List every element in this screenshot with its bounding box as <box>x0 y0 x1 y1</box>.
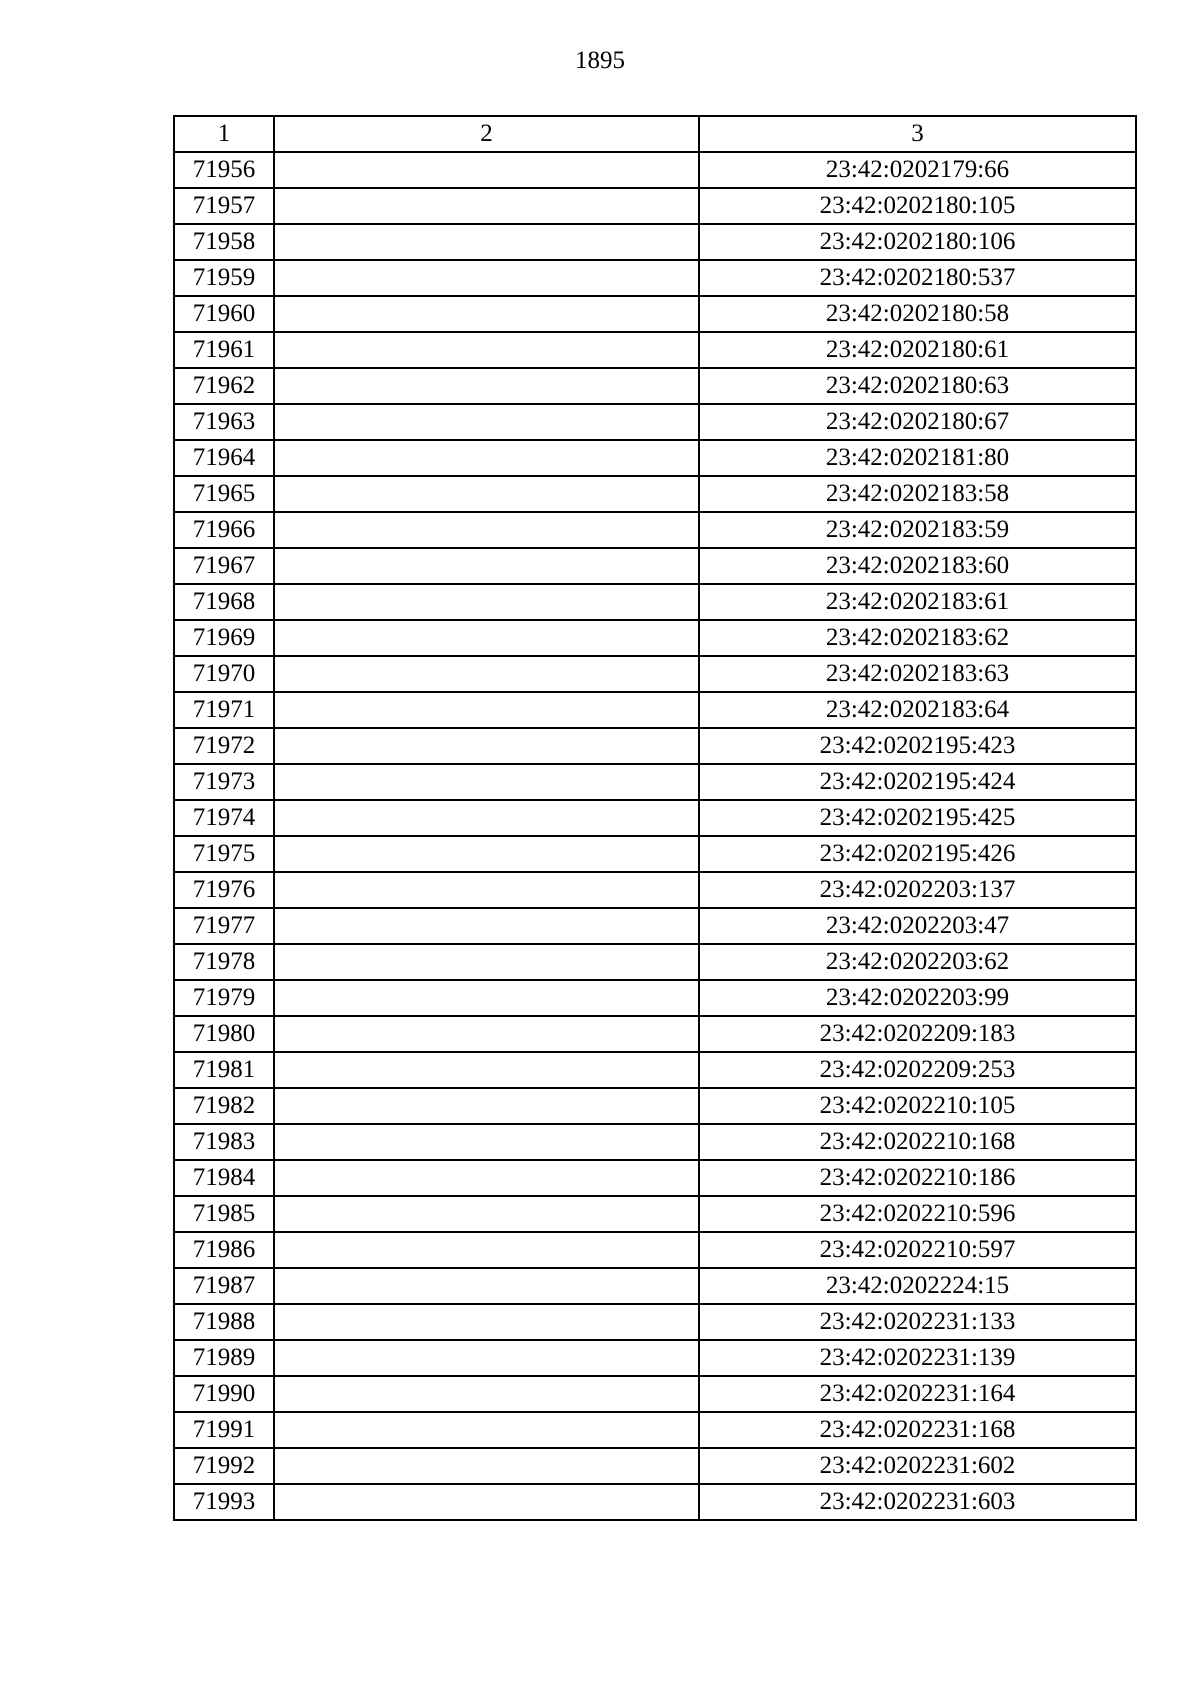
row-number-cell: 71983 <box>174 1124 274 1160</box>
cadastral-number-cell: 23:42:0202180:61 <box>699 332 1136 368</box>
row-number-cell: 71963 <box>174 404 274 440</box>
row-number-cell: 71977 <box>174 908 274 944</box>
cadastral-number-cell: 23:42:0202183:63 <box>699 656 1136 692</box>
cadastral-number-cell: 23:42:0202179:66 <box>699 152 1136 188</box>
cadastral-number-cell: 23:42:0202180:537 <box>699 260 1136 296</box>
table-row <box>174 1124 1136 1160</box>
cadastral-number-cell: 23:42:0202203:47 <box>699 908 1136 944</box>
column-2-cell <box>274 152 699 188</box>
row-number-cell: 71976 <box>174 872 274 908</box>
column-2-cell <box>274 836 699 872</box>
column-2-cell <box>274 296 699 332</box>
row-number-cell: 71956 <box>174 152 274 188</box>
cadastral-number-cell: 23:42:0202195:423 <box>699 728 1136 764</box>
cadastral-number-cell: 23:42:0202183:61 <box>699 584 1136 620</box>
cadastral-number-cell: 23:42:0202203:62 <box>699 944 1136 980</box>
column-2-cell <box>274 980 699 1016</box>
row-number-cell: 71992 <box>174 1448 274 1484</box>
row-number-cell: 71975 <box>174 836 274 872</box>
cadastral-number-cell: 23:42:0202180:105 <box>699 188 1136 224</box>
row-number-cell: 71993 <box>174 1484 274 1520</box>
column-2-cell <box>274 1124 699 1160</box>
column-2-cell <box>274 1232 699 1268</box>
row-number-cell: 71974 <box>174 800 274 836</box>
table-row <box>174 1376 1136 1412</box>
table-header <box>174 116 1136 152</box>
column-2-cell <box>274 764 699 800</box>
column-header-1: 1 <box>174 116 274 152</box>
table-row <box>174 476 1136 512</box>
column-header-3: 3 <box>699 116 1136 152</box>
cadastral-number-cell: 23:42:0202210:168 <box>699 1124 1136 1160</box>
table-row <box>174 1484 1136 1520</box>
row-number-cell: 71990 <box>174 1376 274 1412</box>
cadastral-number-cell: 23:42:0202231:164 <box>699 1376 1136 1412</box>
column-header-2: 2 <box>274 116 699 152</box>
column-2-cell <box>274 908 699 944</box>
cadastral-number-cell: 23:42:0202183:62 <box>699 620 1136 656</box>
table-row <box>174 1448 1136 1484</box>
cadastral-number-cell: 23:42:0202209:253 <box>699 1052 1136 1088</box>
cadastral-number-cell: 23:42:0202203:99 <box>699 980 1136 1016</box>
table-row <box>174 656 1136 692</box>
table-row <box>174 836 1136 872</box>
table-row <box>174 800 1136 836</box>
table-row <box>174 296 1136 332</box>
column-2-cell <box>274 260 699 296</box>
table-row <box>174 692 1136 728</box>
table-row <box>174 152 1136 188</box>
row-number-cell: 71982 <box>174 1088 274 1124</box>
row-number-cell: 71961 <box>174 332 274 368</box>
table-row <box>174 584 1136 620</box>
column-2-cell <box>274 332 699 368</box>
cadastral-number-cell: 23:42:0202210:597 <box>699 1232 1136 1268</box>
table-row <box>174 548 1136 584</box>
column-2-cell <box>274 728 699 764</box>
column-2-cell <box>274 872 699 908</box>
table-row <box>174 728 1136 764</box>
column-2-cell <box>274 1196 699 1232</box>
cadastral-number-cell: 23:42:0202210:186 <box>699 1160 1136 1196</box>
column-2-cell <box>274 620 699 656</box>
column-2-cell <box>274 512 699 548</box>
column-2-cell <box>274 368 699 404</box>
column-2-cell <box>274 1016 699 1052</box>
row-number-cell: 71966 <box>174 512 274 548</box>
table-row <box>174 1268 1136 1304</box>
row-number-cell: 71971 <box>174 692 274 728</box>
column-2-cell <box>274 1484 699 1520</box>
table-row <box>174 1232 1136 1268</box>
row-number-cell: 71962 <box>174 368 274 404</box>
column-2-cell <box>274 548 699 584</box>
cadastral-number-cell: 23:42:0202231:139 <box>699 1340 1136 1376</box>
cadastral-number-cell: 23:42:0202180:58 <box>699 296 1136 332</box>
column-2-cell <box>274 800 699 836</box>
cadastral-number-cell: 23:42:0202183:60 <box>699 548 1136 584</box>
page-number: 1895 <box>575 47 625 74</box>
row-number-cell: 71972 <box>174 728 274 764</box>
column-2-cell <box>274 944 699 980</box>
row-number-cell: 71969 <box>174 620 274 656</box>
row-number-cell: 71959 <box>174 260 274 296</box>
table-row <box>174 512 1136 548</box>
cadastral-number-cell: 23:42:0202183:58 <box>699 476 1136 512</box>
table-row <box>174 1016 1136 1052</box>
table-row <box>174 1340 1136 1376</box>
column-2-cell <box>274 476 699 512</box>
table-row <box>174 368 1136 404</box>
column-2-cell <box>274 404 699 440</box>
row-number-cell: 71957 <box>174 188 274 224</box>
cadastral-number-cell: 23:42:0202183:64 <box>699 692 1136 728</box>
table-row <box>174 260 1136 296</box>
registry-table <box>173 115 1137 1521</box>
table-row <box>174 188 1136 224</box>
cadastral-number-cell: 23:42:0202181:80 <box>699 440 1136 476</box>
column-2-cell <box>274 1448 699 1484</box>
table-row <box>174 1160 1136 1196</box>
column-2-cell <box>274 692 699 728</box>
table-row <box>174 980 1136 1016</box>
row-number-cell: 71970 <box>174 656 274 692</box>
table-row <box>174 908 1136 944</box>
row-number-cell: 71991 <box>174 1412 274 1448</box>
row-number-cell: 71967 <box>174 548 274 584</box>
column-2-cell <box>274 1052 699 1088</box>
cadastral-number-cell: 23:42:0202210:105 <box>699 1088 1136 1124</box>
table-row <box>174 1088 1136 1124</box>
column-2-cell <box>274 224 699 260</box>
table-row <box>174 224 1136 260</box>
cadastral-number-cell: 23:42:0202231:133 <box>699 1304 1136 1340</box>
table-row <box>174 620 1136 656</box>
row-number-cell: 71958 <box>174 224 274 260</box>
table-body <box>174 152 1136 1520</box>
row-number-cell: 71973 <box>174 764 274 800</box>
row-number-cell: 71979 <box>174 980 274 1016</box>
cadastral-number-cell: 23:42:0202210:596 <box>699 1196 1136 1232</box>
row-number-cell: 71989 <box>174 1340 274 1376</box>
table-row <box>174 1052 1136 1088</box>
cadastral-number-cell: 23:42:0202224:15 <box>699 1268 1136 1304</box>
column-2-cell <box>274 440 699 476</box>
cadastral-number-cell: 23:42:0202195:425 <box>699 800 1136 836</box>
table-row <box>174 404 1136 440</box>
table-row <box>174 1304 1136 1340</box>
cadastral-number-cell: 23:42:0202180:63 <box>699 368 1136 404</box>
cadastral-number-cell: 23:42:0202203:137 <box>699 872 1136 908</box>
column-2-cell <box>274 656 699 692</box>
row-number-cell: 71988 <box>174 1304 274 1340</box>
cadastral-number-cell: 23:42:0202183:59 <box>699 512 1136 548</box>
table-row <box>174 1196 1136 1232</box>
cadastral-number-cell: 23:42:0202209:183 <box>699 1016 1136 1052</box>
row-number-cell: 71965 <box>174 476 274 512</box>
row-number-cell: 71968 <box>174 584 274 620</box>
row-number-cell: 71984 <box>174 1160 274 1196</box>
column-2-cell <box>274 1088 699 1124</box>
column-2-cell <box>274 1268 699 1304</box>
table-row <box>174 872 1136 908</box>
column-2-cell <box>274 1412 699 1448</box>
column-2-cell <box>274 1376 699 1412</box>
cadastral-number-cell: 23:42:0202180:106 <box>699 224 1136 260</box>
cadastral-number-cell: 23:42:0202180:67 <box>699 404 1136 440</box>
row-number-cell: 71985 <box>174 1196 274 1232</box>
cadastral-number-cell: 23:42:0202231:168 <box>699 1412 1136 1448</box>
column-2-cell <box>274 1304 699 1340</box>
table-row <box>174 1412 1136 1448</box>
table-row <box>174 332 1136 368</box>
row-number-cell: 71978 <box>174 944 274 980</box>
row-number-cell: 71964 <box>174 440 274 476</box>
header-row <box>174 116 1136 152</box>
row-number-cell: 71980 <box>174 1016 274 1052</box>
cadastral-number-cell: 23:42:0202231:602 <box>699 1448 1136 1484</box>
table-row <box>174 764 1136 800</box>
row-number-cell: 71986 <box>174 1232 274 1268</box>
row-number-cell: 71981 <box>174 1052 274 1088</box>
row-number-cell: 71960 <box>174 296 274 332</box>
column-2-cell <box>274 584 699 620</box>
cadastral-number-cell: 23:42:0202195:424 <box>699 764 1136 800</box>
column-2-cell <box>274 188 699 224</box>
table-row <box>174 440 1136 476</box>
column-2-cell <box>274 1160 699 1196</box>
cadastral-number-cell: 23:42:0202231:603 <box>699 1484 1136 1520</box>
cadastral-number-cell: 23:42:0202195:426 <box>699 836 1136 872</box>
table-row <box>174 944 1136 980</box>
row-number-cell: 71987 <box>174 1268 274 1304</box>
column-2-cell <box>274 1340 699 1376</box>
